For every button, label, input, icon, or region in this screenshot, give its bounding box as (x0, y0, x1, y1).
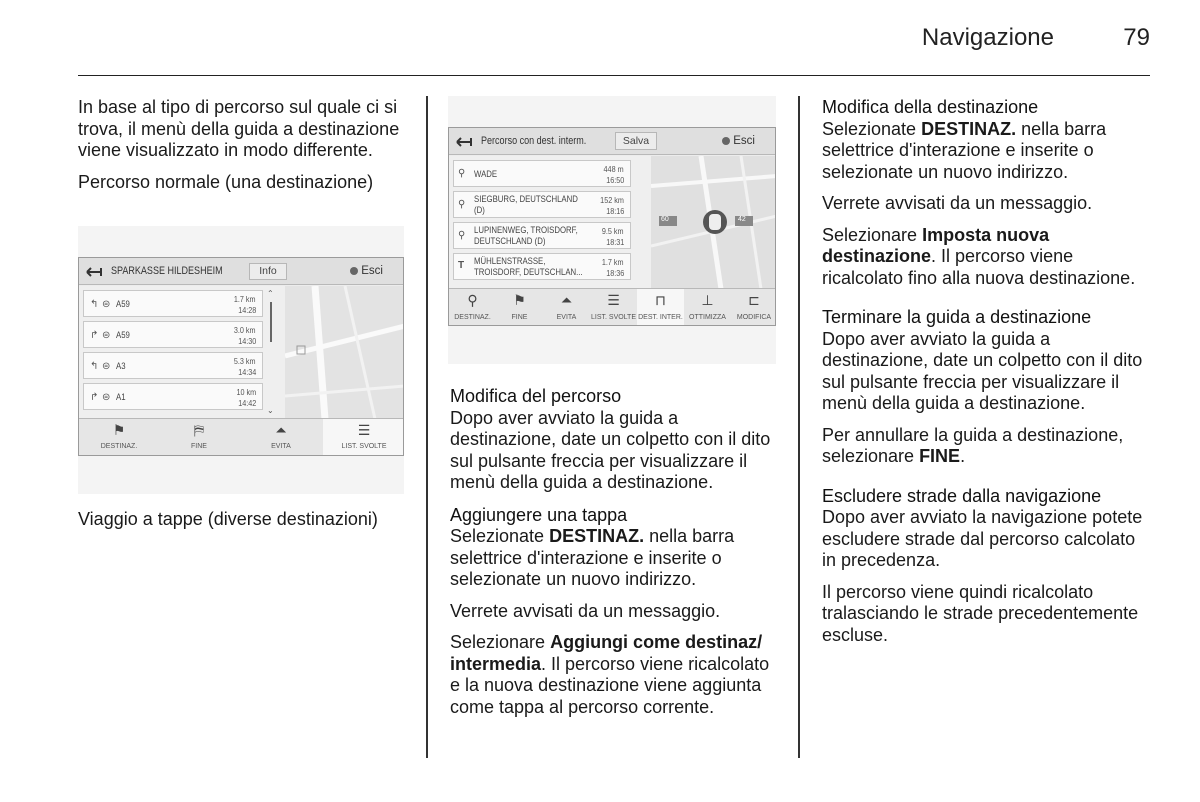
motorway-icon: ⊜ (102, 392, 111, 403)
finish-button[interactable]: ⛿ FINE (191, 422, 207, 450)
distance: 152 km (600, 195, 624, 205)
section-heading: Aggiungere una tappa (450, 504, 628, 525)
waypoint-list (449, 156, 651, 289)
road-name: A59 (116, 330, 130, 341)
edit-route-button[interactable]: ⊏ MODIFICA (736, 292, 772, 321)
interaction-selector-bar (449, 288, 775, 325)
back-arrow-icon[interactable] (455, 136, 473, 148)
time: 14:42 (237, 398, 256, 408)
checkered-flag-icon: ⛿ (193, 422, 205, 438)
interaction-selector-bar (79, 418, 403, 455)
column-2 (450, 386, 782, 728)
time: 14:30 (237, 336, 256, 346)
paragraph: Il percorso viene quindi ricalcolato tralasciando le strade precedentemente escluse. (822, 581, 1139, 645)
finish-icon: ⚑ (513, 292, 526, 308)
paragraph: Selezionate DESTINAZ. nella barra selettrice d'interazione e inserite o selezionate un nuovo indirizzo. (822, 118, 1107, 182)
paragraph: Verrete avvisati da un messaggio. (450, 600, 721, 621)
column-separator (426, 96, 428, 758)
waypoint-icon: ⚲ (458, 168, 466, 179)
waypoint-icon: ⚲ (458, 230, 466, 241)
time: 14:34 (237, 367, 256, 377)
list-item[interactable] (453, 160, 631, 187)
distance: 9.5 km (602, 226, 624, 236)
normal-route-label: Percorso normale (una destinazione) (78, 171, 374, 192)
list-item[interactable] (83, 352, 263, 379)
destination-button[interactable]: ⚲ DESTINAZ. (454, 292, 491, 321)
time: 14:28 (237, 305, 256, 315)
paragraph: Verrete avvisati da un messaggio. (822, 193, 1093, 213)
optimize-button[interactable]: ⊥ OTTIMIZZA (689, 292, 726, 321)
motorway-icon: ⊜ (102, 330, 111, 341)
turn-icon: ↱ (90, 330, 99, 341)
exit-button[interactable]: Esci (350, 265, 383, 277)
waypoint-line1: LUPINENWEG, TROISDORF, (474, 225, 578, 236)
waypoint-line2: TROISDORF, DEUTSCHLAN... (474, 267, 583, 278)
page-title: Navigazione (921, 24, 1054, 51)
destination-icon: ⚲ (467, 292, 478, 308)
map-roads (285, 286, 404, 419)
road-name: A1 (116, 392, 126, 403)
optimize-icon: ⊥ (701, 292, 714, 308)
destination-title: SPARKASSE HILDESHEIM (111, 265, 223, 277)
save-button[interactable]: Salva (615, 132, 657, 150)
page-number: 79 (1123, 24, 1150, 51)
distance: 1.7 km (602, 257, 624, 267)
list-item[interactable] (83, 383, 263, 410)
screenshot-waypoint-route (448, 96, 776, 364)
maneuver-list (79, 286, 285, 419)
scroll-up-icon[interactable]: ⌃ (267, 289, 274, 298)
waypoint-line1: WADE (474, 169, 498, 180)
stages-route-label: Viaggio a tappe (diverse destinazioni) (78, 509, 378, 529)
waypoint-button[interactable]: ⊓ DEST. INTER. (637, 289, 684, 325)
paragraph: Dopo aver avviato la navigazione potete escludere strade dal percorso calcolato in precedenza. (822, 507, 1143, 570)
column-separator (798, 96, 800, 758)
nav-screen (448, 127, 776, 326)
screen-top-bar (449, 128, 775, 155)
waypoint-line2: DEUTSCHLAND (D) (474, 236, 546, 247)
edit-route-icon: ⊏ (748, 292, 760, 308)
waypoint-line1: SIEGBURG, DEUTSCHLAND (474, 194, 578, 205)
turn-icon: ↱ (90, 392, 99, 403)
screen-top-bar (79, 258, 403, 285)
waypoint-line1: MÜHLENSTRASSE, (474, 256, 546, 267)
paragraph: Dopo aver avviato la guida a destinazione, date un colpetto con il dito sul pulsante freccia per visualizzare il menù della guida a destinazione. (450, 407, 771, 492)
column-1 (78, 97, 408, 203)
list-item[interactable] (453, 253, 631, 280)
avoid-button[interactable]: ⏶ EVITA (271, 422, 291, 450)
road-name: A59 (116, 299, 130, 310)
screenshot-normal-route (78, 226, 404, 494)
paragraph: Dopo aver avviato la guida a destinazione, date un colpetto con il dito sul pulsante freccia per visualizzare il menù della guida a destinazione. (822, 328, 1143, 413)
distance: 448 m (603, 164, 624, 174)
exit-button[interactable]: Esci (722, 135, 755, 147)
list-item[interactable] (453, 222, 631, 249)
waypoint-icon: ⊓ (655, 292, 666, 308)
speed-badge: 42 (738, 216, 746, 223)
paragraph: Selezionare Imposta nuova destinazione. Il percorso viene ricalcolato fino alla nuova destinazione. (822, 224, 1136, 288)
exit-icon (722, 137, 730, 145)
road-name: A3 (116, 361, 126, 372)
list-item[interactable] (83, 321, 263, 348)
column-1-caption (78, 509, 418, 541)
final-destination-icon: T (458, 260, 465, 271)
time: 18:31 (605, 237, 624, 247)
map-view[interactable] (285, 286, 404, 419)
avoid-road-icon: ⏶ (275, 422, 287, 438)
column-3 (822, 97, 1152, 656)
section-heading: Modifica della destinazione (822, 97, 1039, 117)
avoid-button[interactable]: ⏶ EVITA (556, 292, 577, 321)
map-view[interactable] (651, 156, 776, 289)
section-heading: Escludere strade dalla navigazione (822, 485, 1102, 506)
destination-button[interactable]: ⚑ DESTINAZ. (100, 422, 138, 450)
turn-icon: ↰ (90, 361, 99, 372)
turn-list-button[interactable]: ☰ LIST. SVOLTE (591, 292, 636, 321)
exit-icon (350, 267, 358, 275)
motorway-icon: ⊜ (102, 299, 111, 310)
time: 18:16 (605, 206, 624, 216)
route-title: Percorso con dest. interm. (481, 135, 587, 147)
speed-limit-badge: 60 (661, 216, 669, 223)
waypoint-line2: (D) (474, 205, 485, 216)
section-heading: Terminare la guida a destinazione (822, 307, 1092, 327)
turn-list-icon: ☰ (357, 422, 371, 438)
flag-icon: ⚑ (112, 422, 126, 438)
intro-paragraph: In base al tipo di percorso sul quale ci si trova, il menù della guida a destinazione viene visualizzato in modo differente. (78, 97, 400, 160)
page-header (78, 0, 1150, 76)
motorway-icon: ⊜ (102, 361, 111, 372)
distance: 10 km (236, 387, 256, 397)
paragraph: Selezionare Aggiungi come destinaz/ intermedia. Il percorso viene ricalcolato e la nuova destinazione viene aggiunta come tappa al percorso corrente. (450, 632, 770, 717)
time: 16:50 (605, 175, 624, 185)
map-roads (651, 156, 776, 289)
distance: 3.0 km (234, 325, 256, 335)
back-arrow-icon[interactable] (85, 266, 103, 278)
scrollbar[interactable] (270, 302, 272, 342)
section-heading: Modifica del percorso (450, 386, 622, 406)
avoid-road-icon: ⏶ (560, 292, 573, 308)
paragraph: Selezionate DESTINAZ. nella barra selettrice d'interazione e inserite o selezionate un nuovo indirizzo. (450, 526, 735, 589)
info-button[interactable]: Info (249, 263, 287, 280)
finish-button[interactable]: ⚑ FINE (511, 292, 528, 321)
time: 18:36 (605, 268, 624, 278)
turn-list-icon: ☰ (607, 292, 620, 308)
paragraph: Per annullare la guida a destinazione, selezionare FINE. (822, 424, 1124, 466)
waypoint-icon: ⚲ (458, 199, 466, 210)
nav-screen (78, 257, 404, 456)
turn-list-button[interactable]: ☰ LIST. SVOLTE (323, 419, 404, 455)
turn-icon: ↰ (90, 299, 99, 310)
scroll-down-icon[interactable]: ⌄ (267, 406, 274, 415)
distance: 1.7 km (234, 294, 256, 304)
list-item[interactable] (453, 191, 631, 218)
list-item[interactable] (83, 290, 263, 317)
distance: 5.3 km (234, 356, 256, 366)
